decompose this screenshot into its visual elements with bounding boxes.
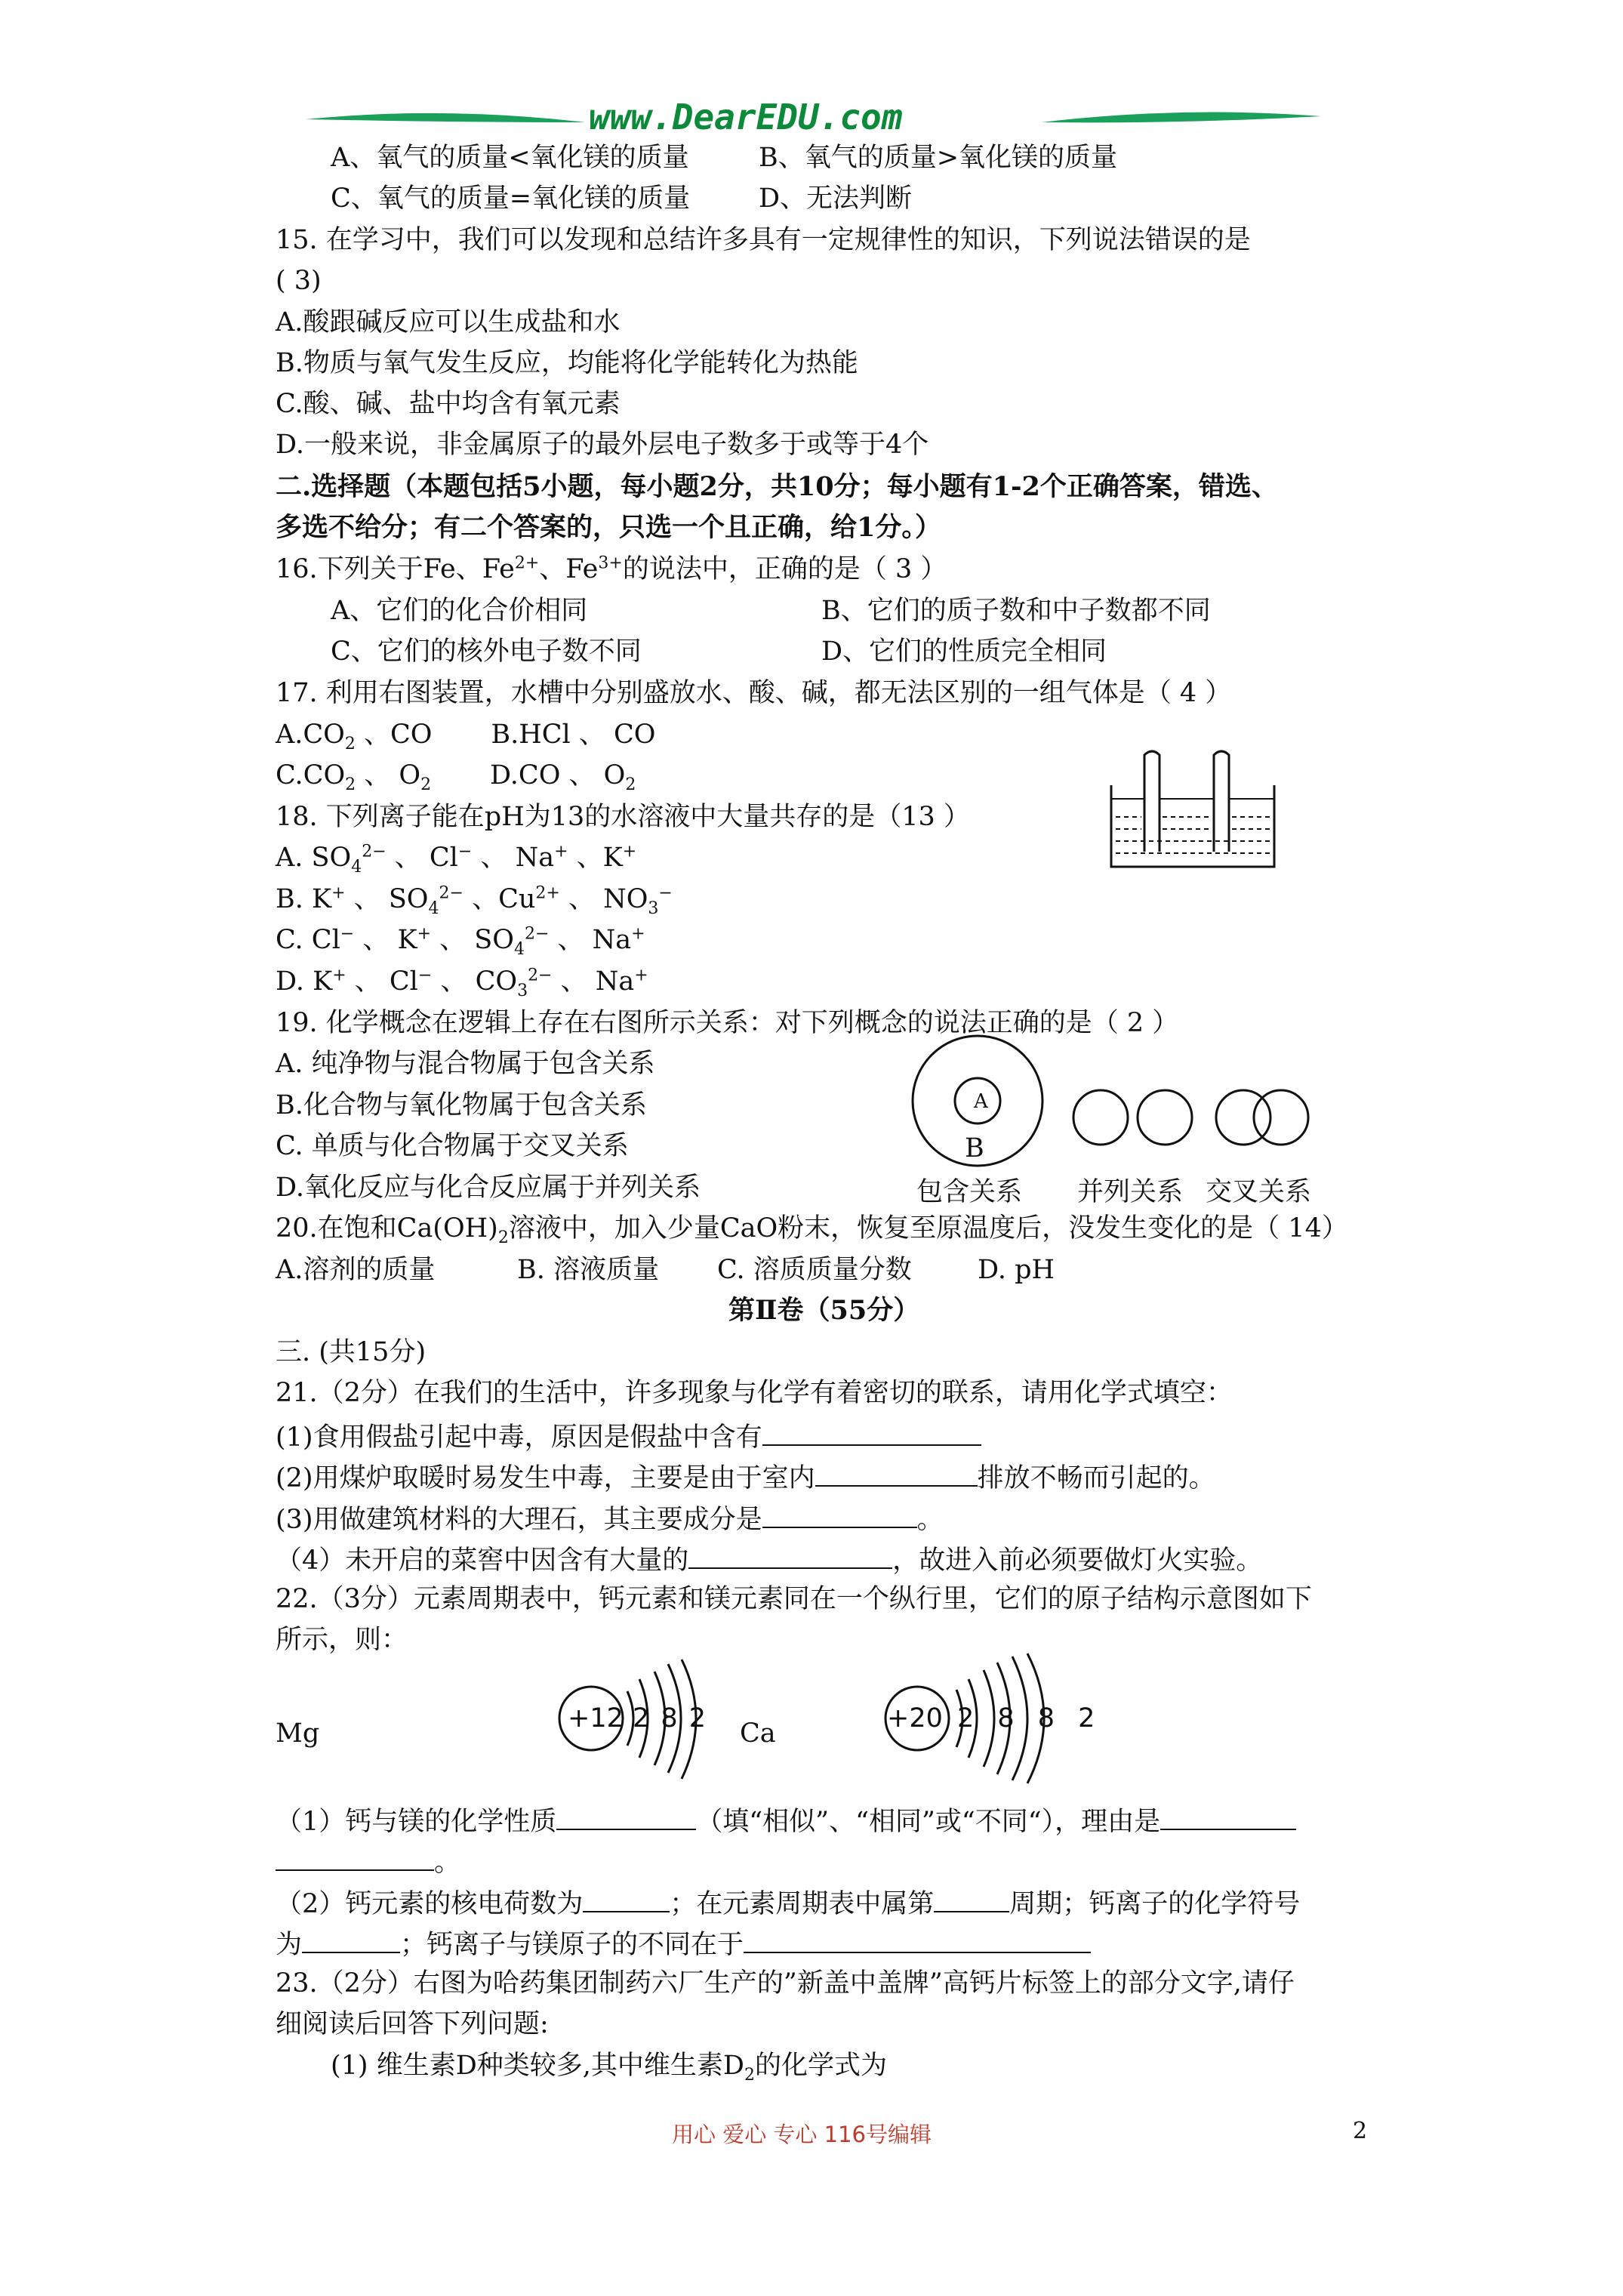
q22-part1-cont: 。 [276, 1844, 460, 1878]
footer-editor-note: 用心 爱心 专心 116号编辑 [672, 2122, 932, 2147]
q23-part1: (1) 维生素D种类较多,其中维生素$D_2$的化学式为 [331, 2051, 887, 2085]
q14-option-c: C、氧气的质量=氧化镁的质量 [331, 183, 691, 214]
q20-option-d: D. pH [978, 1255, 1055, 1285]
circle-label-b: B [965, 1133, 984, 1163]
ca-label: Ca [740, 1718, 776, 1749]
q16-option-d: D、它们的性质完全相同 [821, 636, 1107, 667]
q21-part4: （4）未开启的菜窖中因含有大量的 ，故进入前必须要做灯火实验。 [276, 1542, 1262, 1576]
q19-option-a: A. 纯净物与混合物属于包含关系 [276, 1049, 655, 1079]
q15-answer: ( 3) [276, 266, 322, 296]
relation-label-cross: 交叉关系 [1206, 1177, 1312, 1207]
q18-option-b: B. K+ 、 $SO_4^{2-}$ 、$Cu^{2+}$ 、 $NO_3^-$ [276, 883, 673, 918]
q15-stem: 15. 在学习中，我们可以发现和总结许多具有一定规律性的知识，下列说法错误的是 [276, 225, 1251, 255]
part2-title: 第Ⅱ卷（55分） [728, 1295, 920, 1326]
q19-option-b: B.化合物与氧化物属于包含关系 [276, 1090, 647, 1120]
q22-stem-cont: 所示，则： [276, 1625, 408, 1655]
q21-part3: (3)用做建筑材料的大理石，其主要成分是 。 [276, 1501, 944, 1536]
q18-option-d: D. K+ 、 Cl− 、 $CO_3^{2-}$ 、 Na+ [276, 966, 648, 1000]
q20-option-b: B. 溶液质量 [517, 1255, 659, 1285]
ca-shells: 2 8 8 2 [957, 1703, 1103, 1734]
q18-option-c: C. Cl− 、 K+ 、 $SO_4^{2-}$ 、 Na+ [276, 924, 645, 959]
mg-nucleus: +12 [568, 1703, 624, 1734]
q22-stem: 22.（3分）元素周期表中，钙元素和镁元素同在一个纵行里，它们的原子结构示意图如下 [276, 1584, 1312, 1614]
q19-option-c: C. 单质与化合物属于交叉关系 [276, 1131, 629, 1161]
q22-part2: （2）钙元素的核电荷数为 ；在元素周期表中属第 周期；钙离子的化学符号 [276, 1885, 1300, 1920]
q17-options-ab: $A.CO_2$ 、CO B.HCl 、 CO [276, 720, 656, 754]
q20-option-a: A.溶剂的质量 [276, 1255, 436, 1285]
section3-heading: 三. (共15分) [276, 1337, 427, 1367]
q17-options-cd: $C.CO_2$ 、 $O_2$ D.CO 、 $O_2$ [276, 760, 636, 794]
q18-stem: 18. 下列离子能在pH为13的水溶液中大量共存的是（13 ） [276, 802, 970, 832]
circle-label-a: A [974, 1090, 988, 1113]
q21-stem: 21.（2分）在我们的生活中，许多现象与化学有着密切的联系，请用化学式填空： [276, 1378, 1233, 1408]
q22-part3: 为 ；钙离子与镁原子的不同在于 [276, 1926, 1091, 1961]
relation-label-contain: 包含关系 [916, 1177, 1023, 1207]
section2-heading-cont: 多选不给分；有二个答案的，只选一个且正确，给1分。） [276, 512, 941, 543]
q16-option-a: A、它们的化合价相同 [331, 596, 588, 626]
q20-option-c: C. 溶质质量分数 [717, 1255, 912, 1285]
q15-option-b: B.物质与氧气发生反应，均能将化学能转化为热能 [276, 348, 858, 378]
q22-part1: （1）钙与镁的化学性质 （填“相似”、“相同”或“不同“），理由是 [276, 1803, 1296, 1838]
q16-stem: 16.下列关于Fe、$Fe^{2+}$、$Fe^{3+}$的说法中，正确的是（ 3 ） [276, 553, 947, 584]
mg-label: Mg [276, 1718, 320, 1749]
q19-option-d: D.氧化反应与化合反应属于并列关系 [276, 1173, 701, 1203]
q23-stem-cont: 细阅读后回答下列问题: [276, 2009, 549, 2039]
q14-option-d: D、无法判断 [759, 183, 913, 214]
q14-option-a: A、氧气的质量<氧化镁的质量 [331, 143, 689, 173]
q15-option-a: A.酸跟碱反应可以生成盐和水 [276, 307, 621, 337]
site-logo-text: www.DearEDU.com [589, 97, 903, 137]
page-number: 2 [1353, 2118, 1368, 2144]
q23-stem: 23.（2分）右图为哈药集团制药六厂生产的”新盖中盖牌”高钙片标签上的部分文字,请仔 [276, 1968, 1295, 1999]
relation-label-parallel: 并列关系 [1077, 1177, 1184, 1207]
q21-part1: (1)食用假盐引起中毒，原因是假盐中含有 [276, 1419, 981, 1453]
q21-part2: (2)用煤炉取暖时易发生中毒，主要是由于室内 排放不畅而引起的。 [276, 1459, 1215, 1494]
ca-nucleus: +20 [887, 1703, 943, 1734]
section2-heading: 二.选择题（本题包括5小题，每小题2分，共10分；每小题有1-2个正确答案，错选、 [276, 471, 1278, 502]
q18-option-a: A. $SO_4^{2-}$ 、 Cl− 、 Na+ 、K+ [276, 842, 637, 877]
q16-option-c: C、它们的核外电子数不同 [331, 636, 642, 667]
q20-stem: 20.在饱和$Ca(OH)_2$溶液中，加入少量CaO粉末，恢复至原温度后，没发生变化的是（ 14） [276, 1213, 1348, 1247]
q16-option-b: B、它们的质子数和中子数都不同 [821, 596, 1211, 626]
water-trough-apparatus-figure [1102, 747, 1283, 876]
q15-option-c: C.酸、碱、盐中均含有氧元素 [276, 389, 621, 419]
q19-stem: 19. 化学概念在逻辑上存在右图所示关系：对下列概念的说法正确的是（ 2 ） [276, 1008, 1179, 1038]
q15-option-d: D.一般来说，非金属原子的最外层电子数多于或等于4个 [276, 430, 929, 460]
q17-stem: 17. 利用右图装置，水槽中分别盛放水、酸、碱，都无法区别的一组气体是（ 4 ） [276, 678, 1232, 708]
mg-shells: 2 8 2 [633, 1703, 708, 1734]
q14-option-b: B、氧气的质量>氧化镁的质量 [759, 143, 1118, 173]
